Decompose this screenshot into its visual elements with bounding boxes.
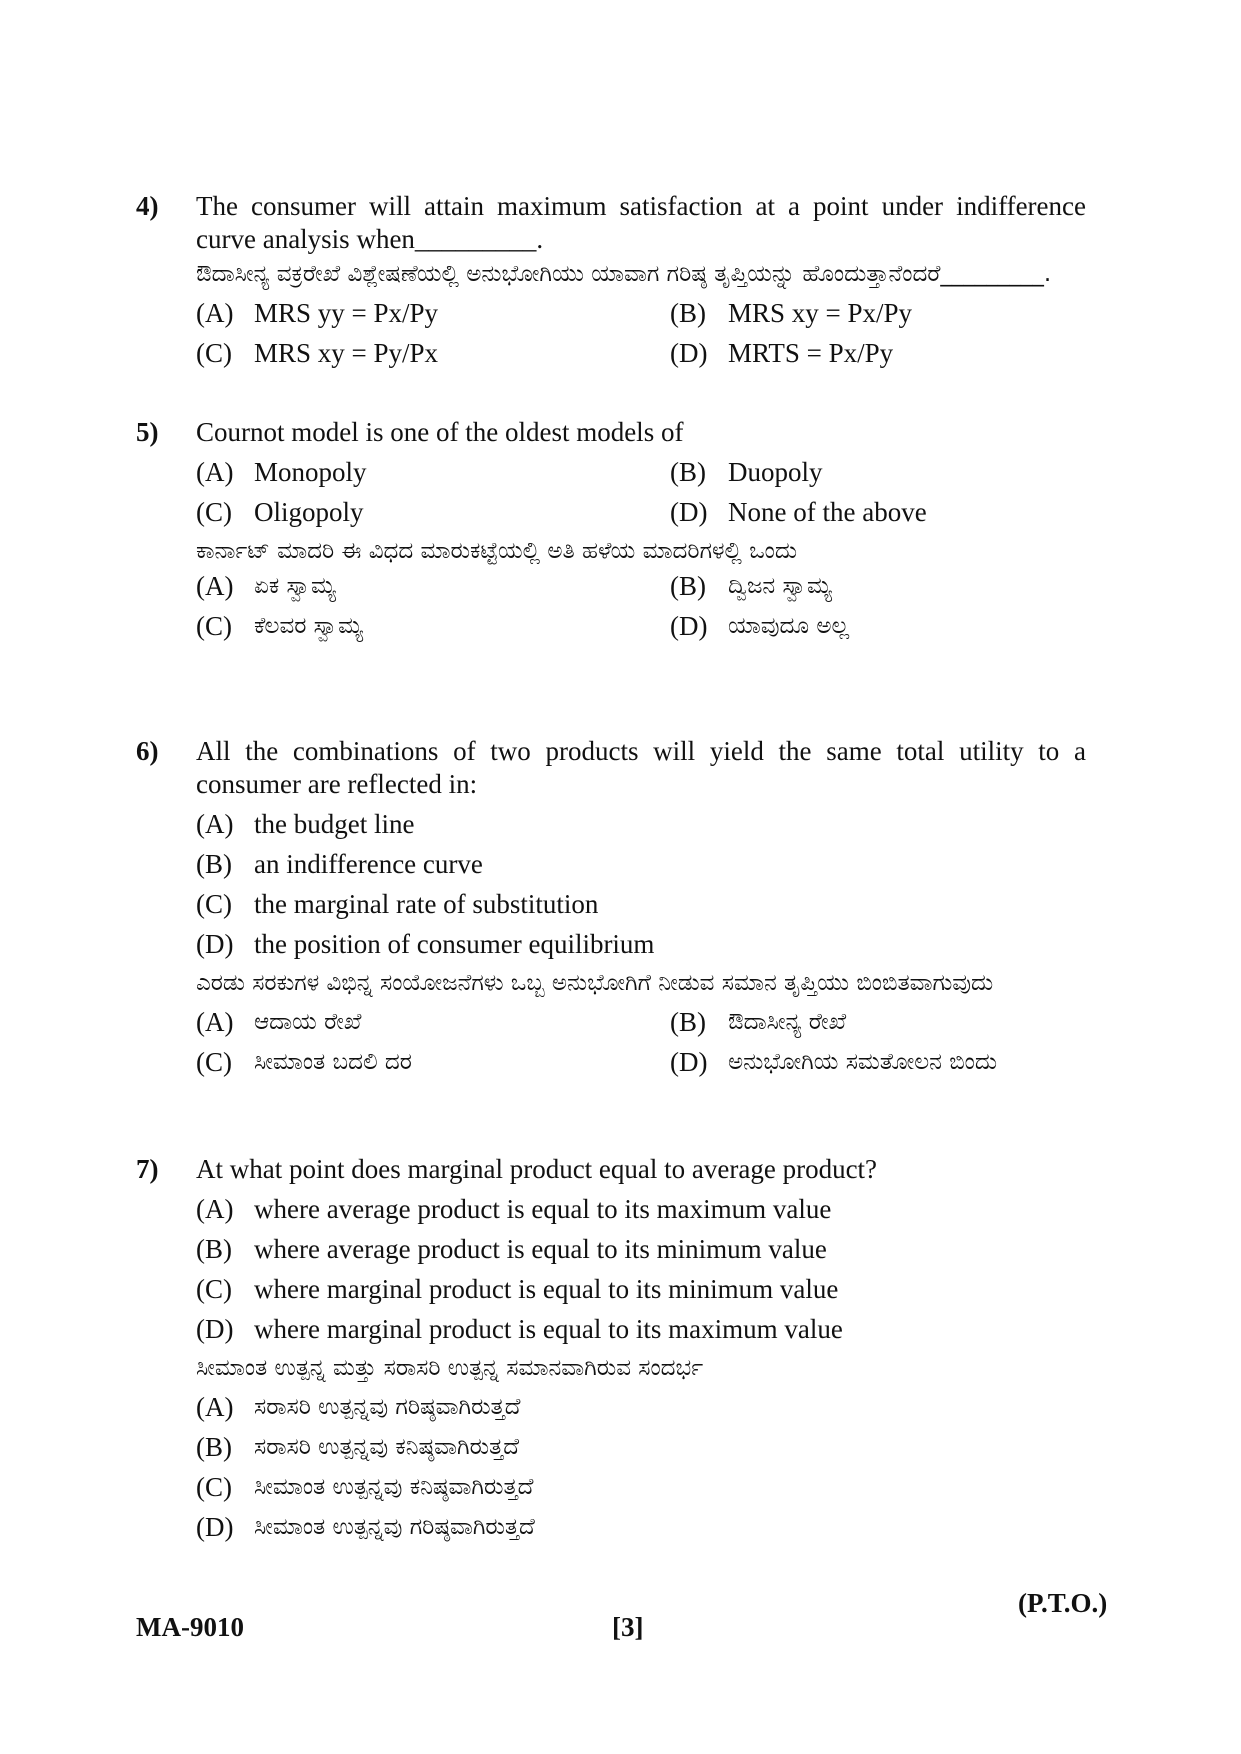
- kannada-options-grid: [196, 1005, 1086, 1079]
- question-text-kannada: ಕಾರ್ನಾಟ್ ಮಾದರಿ ಈ ವಿಧದ ಮಾರುಕಟ್ಟೆಯಲ್ಲಿ ಅತಿ ಹಳೆಯ ಮಾದರಿಗಳಲ್ಲಿ ಒಂದು: [196, 538, 798, 564]
- options-grid: [196, 455, 1086, 529]
- kannada-options-grid: [196, 569, 1086, 643]
- kannada-option-d: (D) ಸೀಮಾಂತ ಉತ್ಪನ್ನವು ಗರಿಷ್ಠವಾಗಿರುತ್ತದೆ: [196, 1512, 535, 1542]
- option-d: (D) MRTS = Px/Py: [670, 338, 894, 368]
- question-text-english: All the combinations of two products will yield the same total utility to a consumer are reflected in:: [196, 736, 1086, 799]
- option-c: (C) Oligopoly: [196, 497, 364, 527]
- option-b: (B) Duopoly: [670, 457, 823, 487]
- kannada-option-c: (C) ಸೀಮಾಂತ ಬದಲಿ ದರ: [196, 1047, 412, 1077]
- question-6: [136, 735, 1086, 1079]
- question-5: [136, 416, 1086, 643]
- option-c: (C) where marginal product is equal to its minimum value: [196, 1274, 839, 1304]
- option-d: (D) None of the above: [670, 497, 927, 527]
- paper-code: MA-9010: [136, 1612, 244, 1642]
- option-b: (B) MRS xy = Px/Py: [670, 298, 913, 328]
- option-a: (A) where average product is equal to its maximum value: [196, 1194, 832, 1224]
- kannada-option-d: (D) ಅನುಭೋಗಿಯ ಸಮತೋಲನ ಬಿಂದು: [670, 1047, 998, 1077]
- question-number: 7): [136, 1154, 159, 1184]
- option-a: (A) Monopoly: [196, 457, 367, 487]
- option-b: (B) an indifference curve: [196, 849, 483, 879]
- question-number: 4): [136, 191, 159, 221]
- question-number: 5): [136, 417, 159, 447]
- question-7: [136, 1153, 1086, 1550]
- pto-label: (P.T.O.): [1018, 1588, 1108, 1618]
- kannada-option-c: (C) ಸೀಮಾಂತ ಉತ್ಪನ್ನವು ಕನಿಷ್ಠವಾಗಿರುತ್ತದೆ: [196, 1472, 534, 1502]
- kannada-option-a: (A) ಸರಾಸರಿ ಉತ್ಪನ್ನವು ಗರಿಷ್ಠವಾಗಿರುತ್ತದೆ: [196, 1392, 521, 1422]
- kannada-option-b: (B) ಔದಾಸೀನ್ಯ ರೇಖೆ: [670, 1007, 847, 1037]
- kannada-option-a: (A) ಆದಾಯ ರೇಖೆ: [196, 1007, 362, 1037]
- kannada-option-d: (D) ಯಾವುದೂ ಅಲ್ಲ: [670, 611, 850, 641]
- question-text-english: Cournot model is one of the oldest models of: [196, 417, 684, 447]
- page-number: [3]: [612, 1612, 644, 1642]
- kannada-option-b: (B) ಸರಾಸರಿ ಉತ್ಪನ್ನವು ಕನಿಷ್ಠವಾಗಿರುತ್ತದೆ: [196, 1432, 520, 1462]
- option-c: (C) MRS xy = Py/Px: [196, 338, 439, 368]
- question-text-kannada: ಸೀಮಾಂತ ಉತ್ಪನ್ನ ಮತ್ತು ಸರಾಸರಿ ಉತ್ಪನ್ನ ಸಮಾನವಾಗಿರುವ ಸಂದರ್ಭ: [196, 1355, 704, 1381]
- options-list: [196, 807, 1086, 961]
- kannada-option-b: (B) ದ್ವಿಜನ ಸ್ವಾಮ್ಯ: [670, 571, 833, 601]
- kannada-options-list: [196, 1390, 1086, 1544]
- question-number: 6): [136, 736, 159, 766]
- option-a: (A) the budget line: [196, 809, 415, 839]
- option-d: (D) where marginal product is equal to its maximum value: [196, 1314, 843, 1344]
- option-b: (B) where average product is equal to its minimum value: [196, 1234, 827, 1264]
- question-text-kannada: ಔದಾಸೀನ್ಯ ವಕ್ರರೇಖೆ ವಿಶ್ಲೇಷಣೆಯಲ್ಲಿ ಅನುಭೋಗಿಯು ಯಾವಾಗ ಗರಿಷ್ಠ ತೃಪ್ತಿಯನ್ನು ಹೊಂದುತ್ತಾನೆಂದರೆ_________.: [196, 261, 1052, 287]
- question-text-english: At what point does marginal product equal to average product?: [196, 1154, 878, 1184]
- option-d: (D) the position of consumer equilibrium: [196, 929, 655, 959]
- question-4: [136, 190, 1086, 370]
- options-grid: [196, 296, 1086, 370]
- question-text-kannada: ಎರಡು ಸರಕುಗಳ ವಿಭಿನ್ನ ಸಂಯೋಜನೆಗಳು ಒಬ್ಬ ಅನುಭೋಗಿಗೆ ನೀಡುವ ಸಮಾನ ತೃಪ್ತಿಯು ಬಿಂಬಿತವಾಗುವುದು: [196, 970, 994, 996]
- option-c: (C) the marginal rate of substitution: [196, 889, 599, 919]
- question-text-english: The consumer will attain maximum satisfaction at a point under indifference curve analysis when_________.: [196, 191, 1086, 254]
- options-list: [196, 1192, 1086, 1346]
- option-a: (A) MRS yy = Px/Py: [196, 298, 439, 328]
- kannada-option-c: (C) ಕೆಲವರ ಸ್ವಾಮ್ಯ: [196, 611, 364, 641]
- kannada-option-a: (A) ಏಕ ಸ್ವಾಮ್ಯ: [196, 571, 336, 601]
